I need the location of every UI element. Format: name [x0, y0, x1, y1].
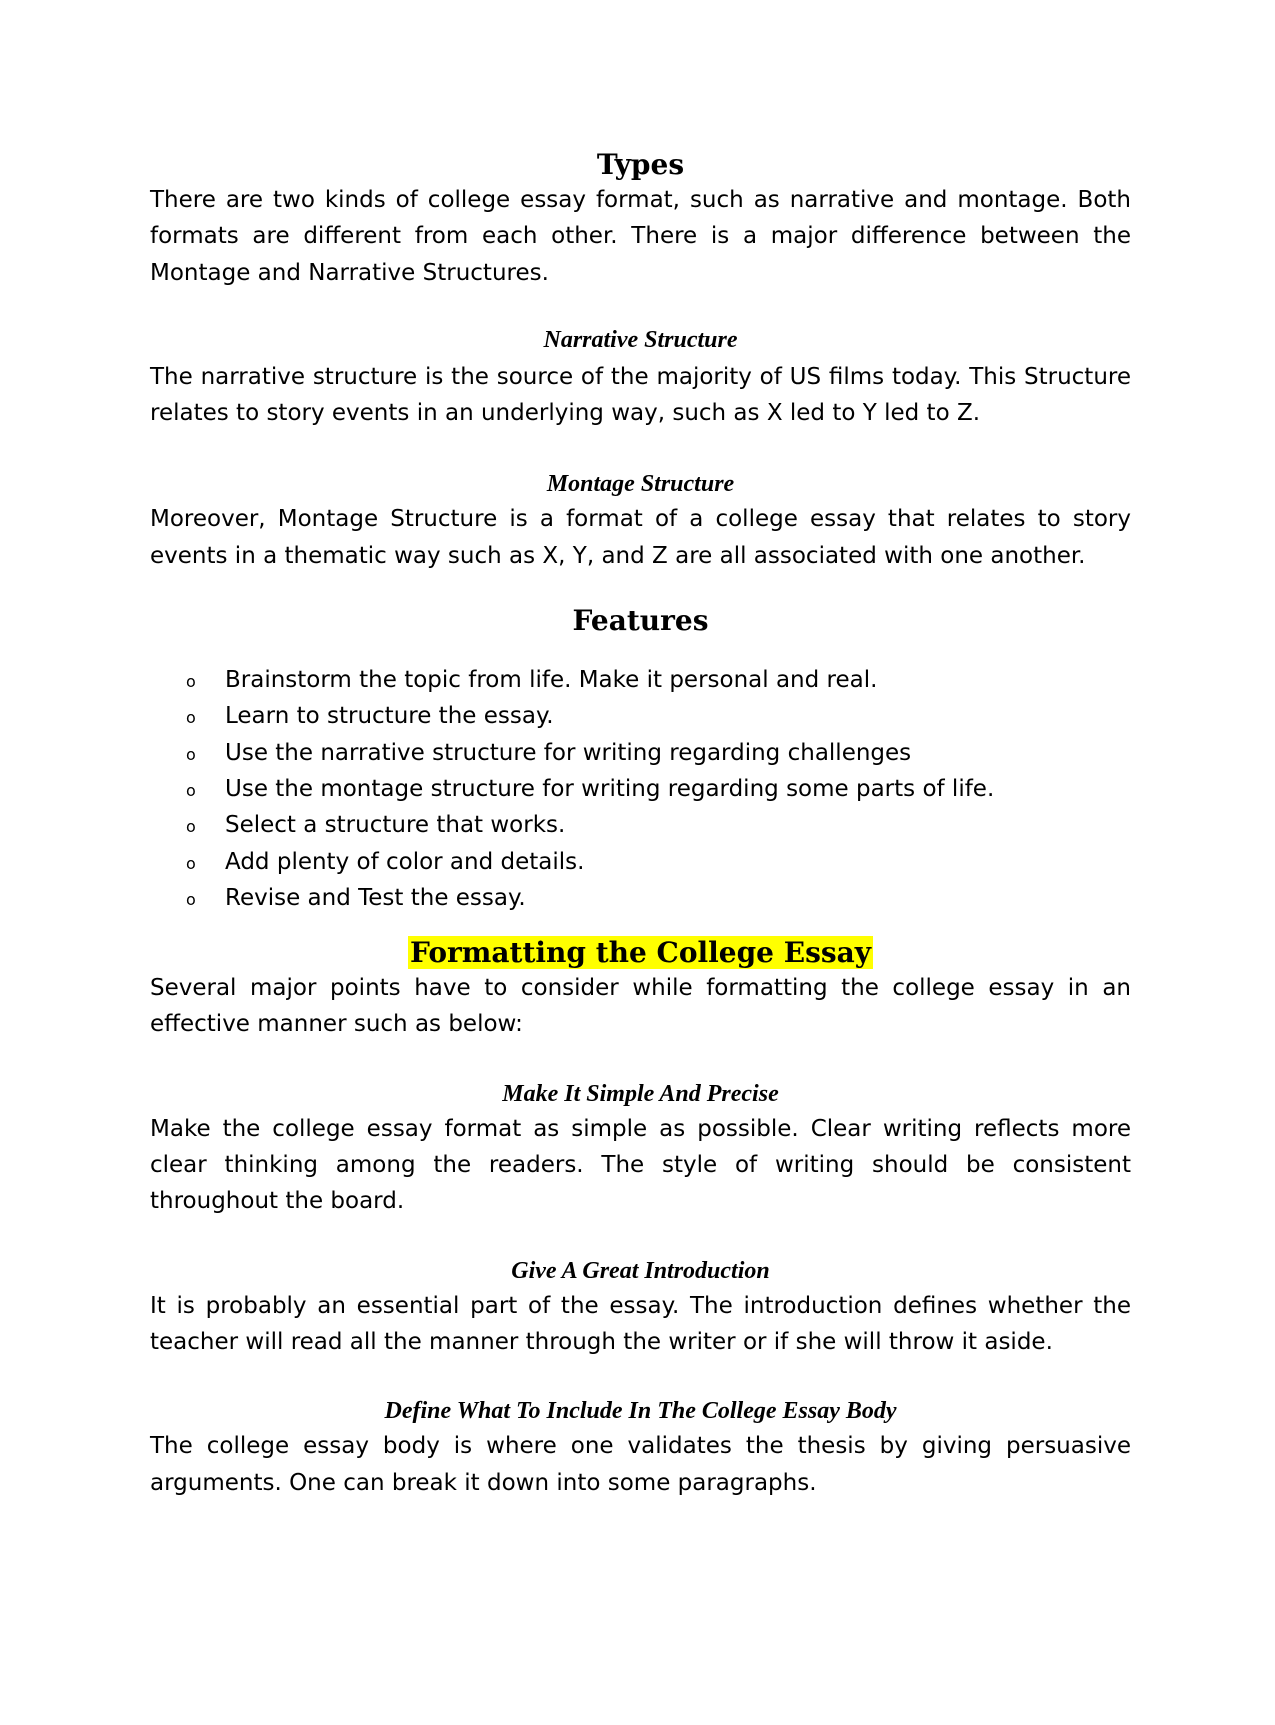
montage-structure-paragraph: Moreover, Montage Structure is a format of a college essay that relates to story events in a thematic way such as X, Y, and Z are all associated with one another.: [150, 506, 1131, 569]
bullet-icon: o: [186, 889, 196, 909]
bullet-icon: o: [186, 817, 196, 837]
document-page: [150, 148, 1131, 1501]
list-item: o Add plenty of color and details.: [150, 844, 1131, 880]
great-introduction-heading: Give A Great Introduction: [511, 1257, 770, 1284]
narrative-structure-paragraph: The narrative structure is the source of the majority of US films today. This Structure relates to story events in an underlying way, such as X led to Y led to Z.: [150, 363, 1131, 427]
essay-body-heading: Define What To Include In The College Essay Body: [384, 1398, 897, 1425]
types-intro-paragraph: There are two kinds of college essay format, such as narrative and montage. Both formats are different from each other. There is a major difference between the Montage and Narrative Structures.: [150, 187, 1131, 286]
bullet-icon: o: [186, 853, 196, 873]
formatting-heading: [150, 936, 1131, 970]
features-list: [150, 662, 1131, 916]
highlighted-title: Formatting the College Essay: [409, 936, 872, 970]
make-it-simple-heading: Make It Simple And Precise: [502, 1080, 779, 1107]
bullet-icon: o: [186, 744, 196, 764]
list-item: o Select a structure that works.: [150, 807, 1131, 843]
great-introduction-paragraph: It is probably an essential part of the essay. The introduction defines whether the teacher will read all the manner through the writer or if she will throw it aside.: [150, 1292, 1131, 1355]
types-heading: Types: [596, 148, 685, 181]
list-item: o Use the montage structure for writing regarding some parts of life.: [150, 771, 1131, 807]
montage-structure-heading: Montage Structure: [546, 471, 735, 498]
features-heading: Features: [572, 604, 709, 638]
bullet-icon: o: [186, 780, 196, 800]
make-it-simple-paragraph: Make the college essay format as simple as possible. Clear writing reflects more clear thinking among the readers. The style of writing should be consistent throughout the board.: [150, 1115, 1131, 1215]
list-item: o Use the narrative structure for writing regarding challenges: [150, 735, 1131, 771]
formatting-intro-paragraph: Several major points have to consider while formatting the college essay in an effective manner such as below:: [150, 975, 1131, 1038]
list-item: o Brainstorm the topic from life. Make it personal and real.: [150, 662, 1131, 698]
narrative-structure-heading: Narrative Structure: [543, 326, 738, 353]
bullet-icon: o: [186, 672, 196, 692]
bullet-icon: o: [186, 708, 196, 728]
list-item: o Learn to structure the essay.: [150, 698, 1131, 734]
list-item: o Revise and Test the essay.: [150, 880, 1131, 916]
essay-body-paragraph: The college essay body is where one validates the thesis by giving persuasive arguments. One can break it down into some paragraphs.: [150, 1433, 1131, 1496]
